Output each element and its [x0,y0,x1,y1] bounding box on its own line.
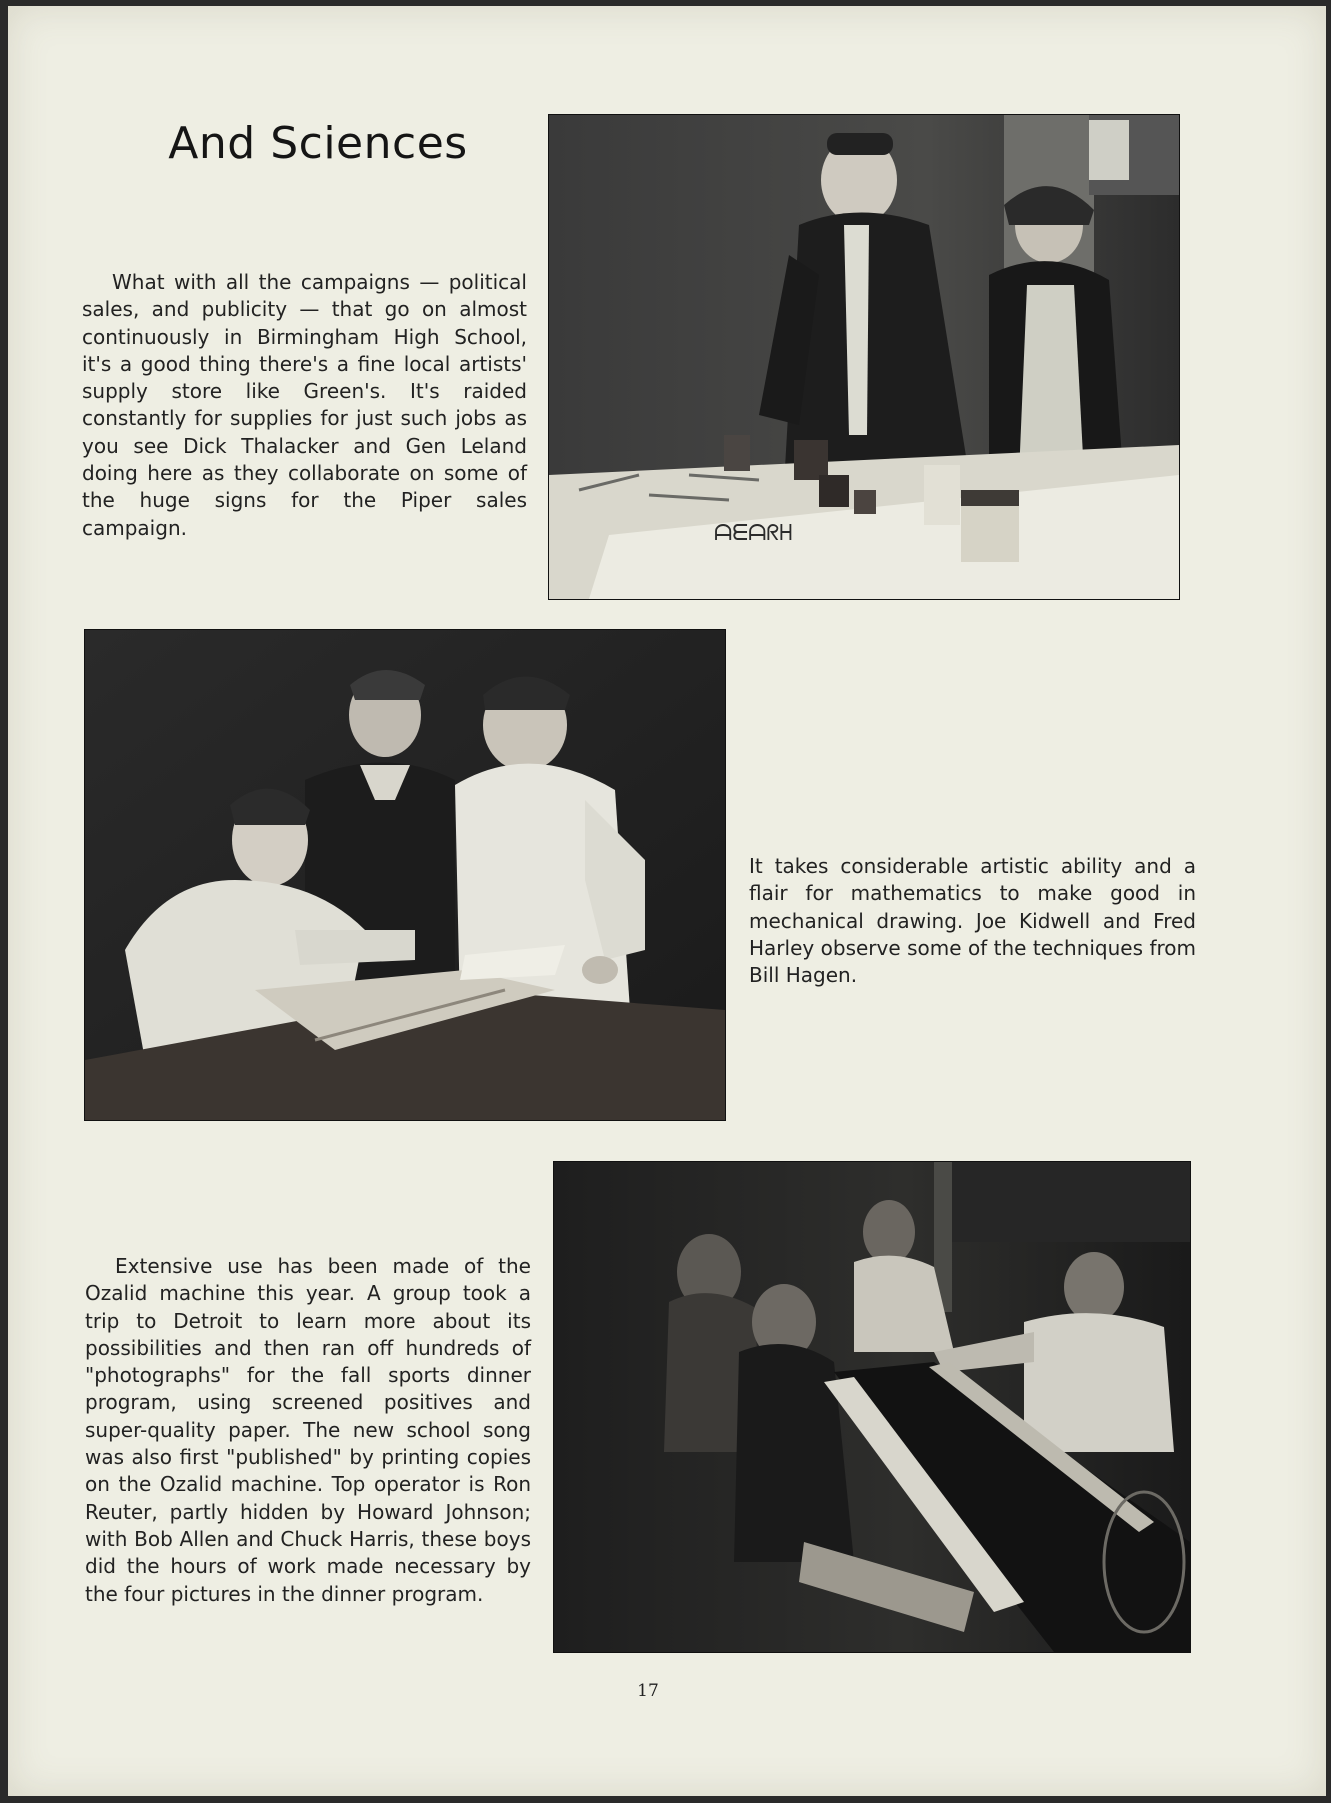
students-painting-signs-photo [548,114,1180,600]
ozalid-machine-photo [553,1161,1191,1653]
paragraph-art-supplies: What with all the campaigns — political sales, and publicity — that go on almost continuously in Birmingham High School, it's a good thing there's a fine local artists' supply store like Green's. It's raided constantly for supplies for just such jobs as you see Dick Thalacker and Gen Leland doing here as they collaborate on some of the huge signs for the Piper sales campaign. [82,270,527,540]
page-title: And Sciences [168,118,468,169]
yearbook-page [8,6,1326,1796]
paragraph-mechanical-drawing: It takes considerable artistic ability and a flair for mathematics to make good in mechanical drawing. Joe Kidwell and Fred Harley observe some of the techniques from Bill Hagen. [749,854,1196,988]
mechanical-drawing-photo [84,629,726,1121]
paragraph-ozalid-machine: Extensive use has been made of the Ozalid machine this year. A group took a trip to Detroit to learn more about its possibilities and then ran off hundreds of "photographs" for the fall sports dinner program, using screened positives and super-quality paper. The new school song was also first "published" by printing copies on the Ozalid machine. Top operator is Ron Reuter, partly hidden by Howard Johnson; with Bob Allen and Chuck Harris, these boys did the hours of work made necessary by the four pictures in the dinner program. [85,1254,531,1606]
svg-text:ᗩᗴᗩᖇᕼ: ᗩᗴᗩᖇᕼ [714,521,793,546]
page-number: 17 [637,1681,659,1701]
